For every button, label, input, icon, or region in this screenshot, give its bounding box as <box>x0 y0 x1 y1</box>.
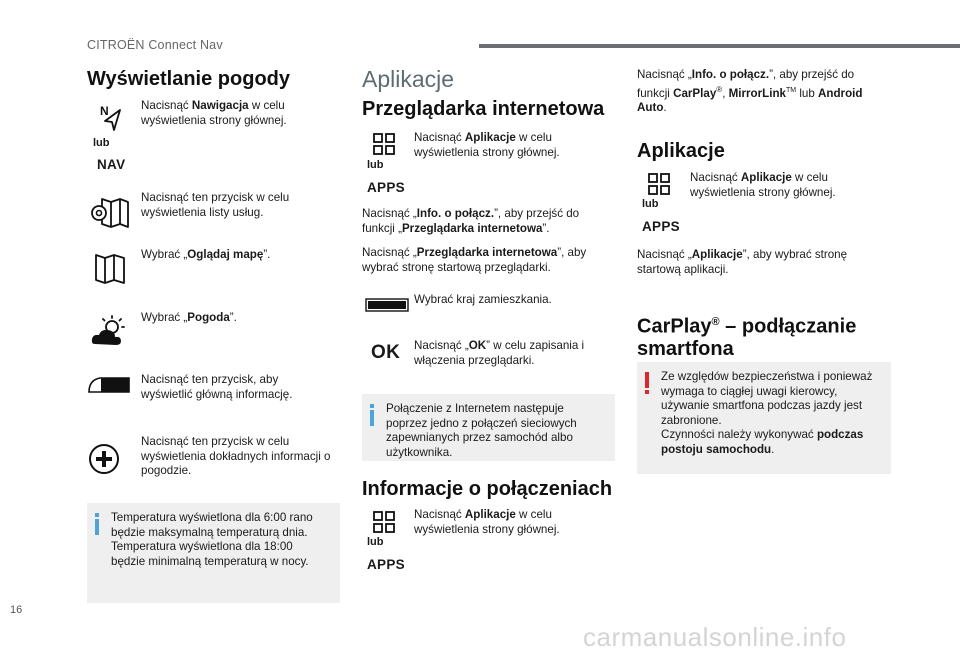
warning-text: Ze względów bezpieczeństwa i ponieważ wymaga to ciągłej uwagi kierowcy, używanie smartfona podczas jazdy jest zabronione. Czynności należy wykonywać podczas postoju samochodu. <box>661 370 873 456</box>
chapter-title: Aplikacje <box>362 66 455 92</box>
step-text: Wybrać kraj zamieszkania. <box>414 293 552 306</box>
info-text: Temperatura wyświetlona dla 6:00 rano będzie maksymalną temperaturą dnia. Temperatura wyświetlona dla 18:00 będzie minimalną temperaturą w nocy. <box>111 511 313 568</box>
step-text: Nacisnąć Aplikacje w celu wyświetlenia strony głównej. <box>414 131 560 159</box>
header-bar <box>479 44 960 48</box>
apps-button-label: APPS <box>642 219 680 234</box>
watermark: carmanualsonline.info <box>583 622 847 652</box>
apps-button-label: APPS <box>367 180 405 195</box>
info-bar-icon <box>88 376 130 394</box>
paragraph: Nacisnąć „Przeglądarka internetowa”, aby wybrać stronę startową przeglądarki. <box>362 246 587 274</box>
step-text: Wybrać „Oglądaj mapę”. <box>141 248 271 261</box>
step-text: Nacisnąć Aplikacje w celu wyświetlenia strony głównej. <box>690 171 836 199</box>
section-heading-browser: Przeglądarka internetowa <box>362 98 605 120</box>
map-icon <box>94 251 128 285</box>
map-services-icon <box>88 196 130 230</box>
apps-button-label: APPS <box>367 557 405 572</box>
info-icon <box>370 404 374 426</box>
paragraph: Nacisnąć „Info. o połącz.”, aby przejść do funkcji CarPlay®, MirrorLink™ lub Android Auto. <box>637 68 863 114</box>
step-text: Nacisnąć Nawigacja w celu wyświetlenia strony głównej. <box>141 99 287 127</box>
step-text: Wybrać „Pogoda”. <box>141 311 237 324</box>
section-heading-weather: Wyświetlanie pogody <box>87 68 290 90</box>
info-box <box>362 394 615 461</box>
navigation-arrow-icon <box>99 104 123 132</box>
selection-bar-icon <box>365 298 409 312</box>
or-label: lub <box>93 137 110 149</box>
section-heading-applications: Aplikacje <box>637 140 725 162</box>
warning-icon <box>645 372 649 396</box>
step-text: Nacisnąć ten przycisk w celu wyświetlenia listy usług. <box>141 191 290 219</box>
apps-grid-icon <box>648 173 670 195</box>
paragraph: Nacisnąć „Aplikacje”, aby wybrać stronę startową aplikacji. <box>637 248 848 276</box>
apps-grid-icon <box>373 133 395 155</box>
svg-text:N: N <box>100 104 109 118</box>
step-text: Nacisnąć ten przycisk, aby wyświetlić główną informację. <box>141 373 293 401</box>
step-text: Nacisnąć ten przycisk w celu wyświetlenia dokładnych informacji o pogodzie. <box>141 435 331 477</box>
paragraph: Nacisnąć „Info. o połącz.”, aby przejść do funkcji „Przeglądarka internetowa”. <box>362 207 580 235</box>
warning-box <box>637 362 891 474</box>
apps-grid-icon <box>373 511 395 533</box>
running-header: CITROËN Connect Nav <box>87 38 223 52</box>
section-heading-connection-info: Informacje o połączeniach <box>362 478 613 500</box>
or-label: lub <box>642 198 659 210</box>
info-box <box>87 503 340 603</box>
info-icon <box>95 513 99 535</box>
step-text: Nacisnąć „OK” w celu zapisania i włączenia przeglądarki. <box>414 339 585 367</box>
ok-button-label: OK <box>371 342 401 363</box>
page-number: 16 <box>10 604 23 616</box>
or-label: lub <box>367 536 384 548</box>
step-text: Nacisnąć Aplikacje w celu wyświetlenia strony głównej. <box>414 508 560 536</box>
or-label: lub <box>367 159 384 171</box>
info-text: Połączenie z Internetem następuje poprzez jedno z połączeń sieciowych zapewnianych przez samochód albo użytkownika. <box>386 402 577 459</box>
weather-icon <box>90 314 128 348</box>
nav-button-label: NAV <box>97 157 126 172</box>
plus-circle-icon <box>88 443 120 475</box>
section-heading-carplay: CarPlay® – podłączanie smartfona <box>637 315 857 360</box>
